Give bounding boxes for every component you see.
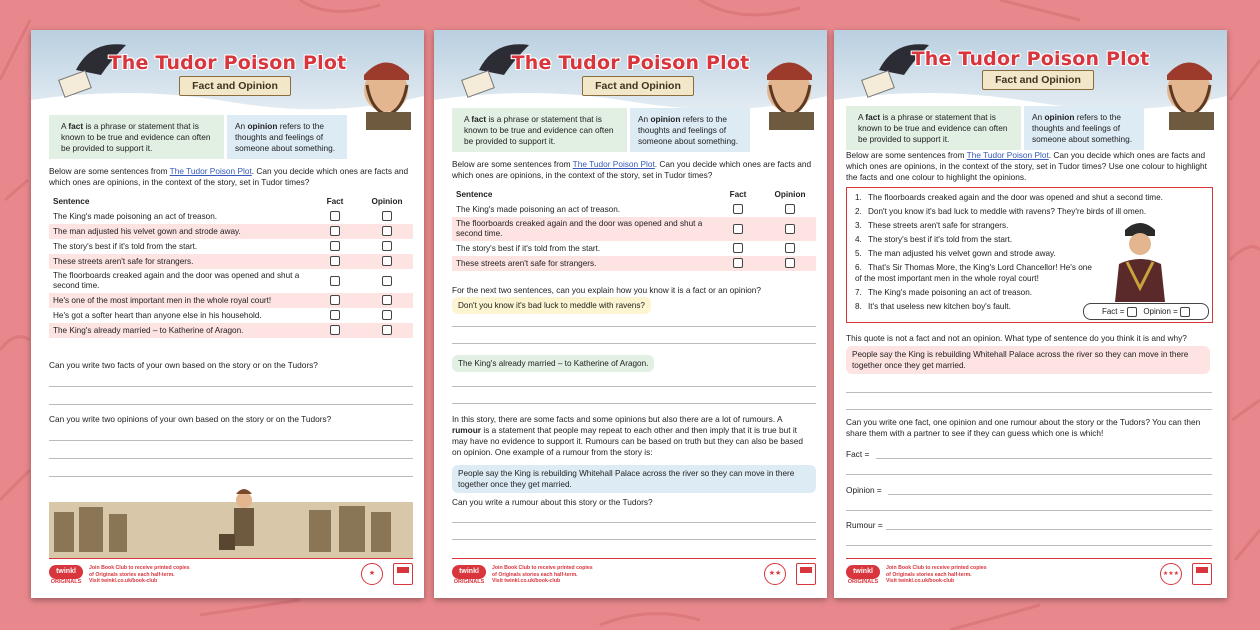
intro-text: Below are some sentences from The Tudor Poison Plot. Can you decide which ones are facts and which ones are opinions, in the context of the story, set in Tudor times? — [49, 166, 409, 187]
list-item[interactable]: 4. The story's best if it's told from the start. — [855, 235, 1013, 244]
table-row: The man adjusted his velvet gown and strode away. — [49, 224, 413, 239]
rumour-label: Rumour = — [846, 520, 883, 530]
originals-label: ORIGINALS — [847, 579, 879, 585]
answer-line[interactable] — [452, 343, 816, 344]
twinkl-logo: twinkl — [49, 565, 83, 579]
answer-line[interactable] — [846, 510, 1212, 511]
answer-line[interactable] — [49, 476, 413, 477]
table-row: He's one of the most important men in the whole royal court! — [49, 293, 413, 308]
page-subtitle: Fact and Opinion — [179, 76, 291, 96]
answer-line[interactable] — [846, 474, 1212, 475]
question-opinions: Can you write two opinions of your own based on the story or on the Tudors? — [49, 414, 332, 424]
table-row: The story's best if it's told from the start. — [452, 241, 816, 256]
col-opinion: Opinion — [764, 187, 816, 202]
quality-badge-icon — [1192, 563, 1212, 585]
thomas-more-illustration — [1105, 218, 1175, 302]
answer-line[interactable] — [49, 440, 413, 441]
fact-checkbox[interactable] — [330, 276, 340, 286]
question-facts: Can you write two facts of your own based on the story or on the Tudors? — [49, 360, 318, 370]
table-row: The floorboards creaked again and the door was opened and shut a second time. — [49, 269, 413, 293]
table-row: These streets aren't safe for strangers. — [452, 256, 816, 271]
opinion-definition: An opinion refers to the thoughts and feelings of someone about something. — [630, 108, 750, 152]
list-item[interactable]: 8. It's that useless new kitchen boy's fault. — [855, 302, 1011, 311]
difficulty-star-icon: ★ — [361, 563, 383, 585]
sentence-table — [49, 194, 413, 338]
table-row: The King's made poisoning an act of treason. — [49, 209, 413, 224]
page-title: The Tudor Poison Plot — [911, 48, 1150, 70]
fact-checkbox[interactable] — [733, 204, 743, 214]
sentence-table — [452, 187, 816, 271]
rumour-explanation: In this story, there are some facts and some opinions but also there are a lot of rumours. A rumour is a statement that people may repeat to each other and then imply that it is true but it may have no evidence to support it. Rumours can be based on truth but they can also be based on opinion. One example of a rumour from the story is: — [452, 414, 803, 457]
quote-highlight: People say the King is rebuilding Whitehall Palace across the river so they can move in there together once they get married. — [846, 346, 1210, 374]
sentence-highlight: Don't you know it's bad luck to meddle with ravens? — [452, 297, 651, 314]
legend-opinion-label: Opinion = — [1143, 307, 1178, 316]
worksheet-page-3 — [834, 30, 1227, 598]
answer-line[interactable] — [49, 386, 413, 387]
originals-label: ORIGINALS — [50, 579, 82, 585]
fact-checkbox[interactable] — [330, 295, 340, 305]
fact-answer-line[interactable] — [876, 458, 1212, 459]
sentence-list — [846, 187, 1213, 323]
definitions — [452, 108, 739, 152]
twinkl-logo: twinkl — [452, 565, 486, 579]
opinion-checkbox[interactable] — [785, 204, 795, 214]
opinion-checkbox[interactable] — [382, 310, 392, 320]
question-explain: For the next two sentences, can you explain how you know it is a fact or an opinion? — [452, 285, 762, 295]
answer-line[interactable] — [452, 522, 816, 523]
list-item[interactable]: 2. Don't you know it's bad luck to meddle with ravens? They're birds of ill omen. — [855, 207, 1147, 216]
answer-line[interactable] — [49, 404, 413, 405]
answer-line[interactable] — [846, 545, 1212, 546]
page-footer — [49, 558, 413, 589]
fact-checkbox[interactable] — [733, 224, 743, 234]
col-fact: Fact — [712, 187, 764, 202]
answer-line[interactable] — [846, 392, 1212, 393]
answer-line[interactable] — [452, 326, 816, 327]
story-link[interactable]: The Tudor Poison Plot — [169, 166, 252, 176]
legend-fact-label: Fact = — [1101, 307, 1125, 316]
page-footer — [846, 558, 1212, 589]
fact-checkbox[interactable] — [330, 241, 340, 251]
list-item[interactable]: 7. The King's made poisoning an act of treason. — [855, 288, 1033, 297]
difficulty-star-icon: ★★★ — [1160, 563, 1182, 585]
answer-line[interactable] — [452, 539, 816, 540]
answer-line[interactable] — [49, 458, 413, 459]
footer-text: Join Book Club to receive printed copies of Originals stories each half-term. Visit twinkl.co.uk/book-club — [492, 565, 593, 584]
question-fact-opinion-rumour: Can you write one fact, one opinion and one rumour about the story or the Tudors? You can then share them with a partner to see if they can guess which one is which! — [846, 417, 1201, 438]
table-row: These streets aren't safe for strangers. — [49, 254, 413, 269]
table-row: The story's best if it's told from the start. — [49, 239, 413, 254]
col-fact: Fact — [309, 194, 361, 209]
town-illustration — [49, 482, 413, 558]
page-footer — [452, 558, 816, 589]
originals-label: ORIGINALS — [453, 579, 485, 585]
table-row: The floorboards creaked again and the door was opened and shut a second time. — [452, 217, 816, 241]
story-link[interactable]: The Tudor Poison Plot — [966, 150, 1049, 160]
fact-checkbox[interactable] — [330, 226, 340, 236]
fact-definition: A fact is a phrase or statement that is known to be true and evidence can often be provided to support it. — [452, 108, 627, 152]
worksheet-page-1 — [31, 30, 424, 598]
fact-definition: A fact is a phrase or statement that is known to be true and evidence can often be provided to support it. — [49, 115, 224, 159]
footer-text: Join Book Club to receive printed copies of Originals stories each half-term. Visit twinkl.co.uk/book-club — [89, 565, 190, 584]
quality-badge-icon — [796, 563, 816, 585]
list-item[interactable]: 1. The floorboards creaked again and the door was opened and shut a second time. — [855, 193, 1163, 202]
rumour-example: People say the King is rebuilding Whitehall Palace across the river so they can move in there together once they get married. — [452, 465, 816, 493]
list-item[interactable]: 5. The man adjusted his velvet gown and strode away. — [855, 249, 1056, 258]
opinion-checkbox[interactable] — [382, 211, 392, 221]
intro-text: Below are some sentences from The Tudor Poison Plot. Can you decide which ones are facts and which ones are opinions, in the context of the story, set in Tudor times? Use one colour to highlight the facts and one colour to highlight the opinions. — [846, 150, 1207, 182]
worksheet-page-2 — [434, 30, 827, 598]
highlight-legend — [1083, 303, 1209, 320]
question-quote-type: This quote is not a fact and not an opinion. What type of sentence do you think it is and why? — [846, 333, 1187, 343]
opinion-checkbox[interactable] — [382, 325, 392, 335]
page-subtitle: Fact and Opinion — [582, 76, 694, 96]
question-rumour: Can you write a rumour about this story or the Tudors? — [452, 497, 653, 507]
answer-line[interactable] — [452, 386, 816, 387]
table-row: The King's already married – to Katherine of Aragon. — [49, 323, 413, 338]
fact-checkbox[interactable] — [330, 211, 340, 221]
fact-colour-box[interactable] — [1127, 307, 1137, 317]
footer-text: Join Book Club to receive printed copies of Originals stories each half-term. Visit twinkl.co.uk/book-club — [886, 565, 987, 584]
fact-definition: A fact is a phrase or statement that is known to be true and evidence can often be provided to support it. — [846, 106, 1021, 150]
opinion-checkbox[interactable] — [382, 276, 392, 286]
fact-checkbox[interactable] — [330, 325, 340, 335]
intro-text: Below are some sentences from The Tudor Poison Plot. Can you decide which ones are facts and which ones are opinions, in the context of the story, set in Tudor times? — [452, 159, 812, 180]
opinion-checkbox[interactable] — [382, 295, 392, 305]
fact-checkbox[interactable] — [330, 310, 340, 320]
table-row: The King's made poisoning an act of treason. — [452, 202, 816, 217]
col-sentence: Sentence — [452, 187, 712, 202]
page-title: The Tudor Poison Plot — [108, 52, 347, 74]
opinion-checkbox[interactable] — [382, 256, 392, 266]
table-row: He's got a softer heart than anyone else in his household. — [49, 308, 413, 323]
list-item[interactable]: 3. These streets aren't safe for strangers. — [855, 221, 1009, 230]
sentence-highlight: The King's already married – to Katherine of Aragon. — [452, 355, 654, 372]
opinion-definition: An opinion refers to the thoughts and feelings of someone about something. — [227, 115, 347, 159]
twinkl-logo: twinkl — [846, 565, 880, 579]
definitions — [49, 115, 336, 159]
opinion-checkbox[interactable] — [785, 224, 795, 234]
answer-line[interactable] — [846, 409, 1212, 410]
fact-label: Fact = — [846, 449, 870, 459]
fact-checkbox[interactable] — [330, 256, 340, 266]
fact-checkbox[interactable] — [733, 243, 743, 253]
definitions — [846, 106, 1133, 150]
opinion-checkbox[interactable] — [785, 258, 795, 268]
story-link[interactable]: The Tudor Poison Plot — [572, 159, 655, 169]
opinion-label: Opinion = — [846, 485, 882, 495]
opinion-checkbox[interactable] — [785, 243, 795, 253]
quality-badge-icon — [393, 563, 413, 585]
opinion-colour-box[interactable] — [1180, 307, 1190, 317]
list-item[interactable]: 6. That's Sir Thomas More, the King's Lord Chancellor! He's one of the most important men in the whole royal court! — [855, 263, 1092, 283]
page-title: The Tudor Poison Plot — [511, 52, 750, 74]
rumour-answer-line[interactable] — [886, 529, 1212, 530]
col-opinion: Opinion — [361, 194, 413, 209]
col-sentence: Sentence — [49, 194, 309, 209]
difficulty-star-icon: ★★ — [764, 563, 786, 585]
answer-line[interactable] — [452, 403, 816, 404]
opinion-definition: An opinion refers to the thoughts and feelings of someone about something. — [1024, 106, 1144, 150]
fact-checkbox[interactable] — [733, 258, 743, 268]
opinion-checkbox[interactable] — [382, 226, 392, 236]
opinion-checkbox[interactable] — [382, 241, 392, 251]
opinion-answer-line[interactable] — [888, 494, 1212, 495]
page-subtitle: Fact and Opinion — [982, 70, 1094, 90]
